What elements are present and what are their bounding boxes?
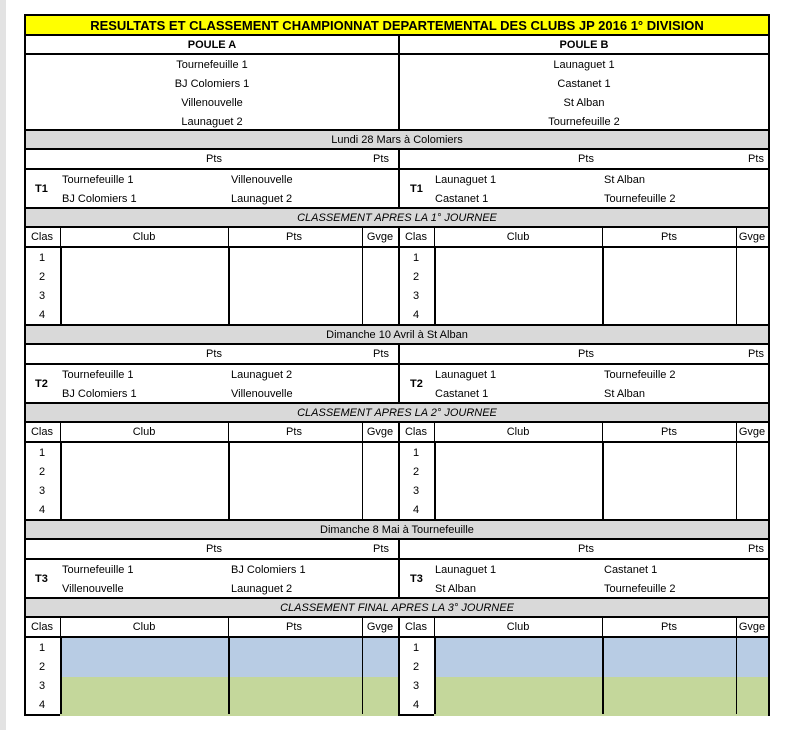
column-header-pts: Pts (286, 621, 302, 633)
column-header-clas: Clas (404, 621, 427, 633)
match-team: Tournefeuille 1 (62, 173, 134, 186)
match-team: Tournefeuille 1 (62, 563, 134, 576)
round-date-row (24, 521, 770, 540)
pts-label: Pts (748, 543, 764, 555)
match-team: Villenouvelle (62, 582, 124, 595)
sheet-title: RESULTATS ET CLASSEMENT CHAMPIONNAT DEPARTEMENTAL DES CLUBS JP 2016 1° DIVISION (90, 17, 704, 33)
rank-number: 2 (38, 270, 46, 283)
standings-header-row (24, 423, 770, 443)
round-date: Dimanche 10 Avril à St Alban (326, 328, 468, 341)
column-divider (434, 638, 436, 714)
pts-label: Pts (373, 543, 389, 555)
column-divider (736, 638, 737, 714)
column-divider (228, 423, 229, 441)
pts-label: Pts (578, 348, 594, 360)
standings-title: CLASSEMENT FINAL APRES LA 3° JOURNEE (280, 601, 514, 614)
column-divider (736, 228, 737, 246)
rank-number: 3 (38, 289, 46, 302)
column-divider (434, 248, 436, 324)
rank-number: 3 (412, 679, 420, 692)
column-divider (602, 443, 604, 519)
column-header-club: Club (506, 621, 530, 633)
standings-title: CLASSEMENT APRES LA 1° JOURNEE (297, 211, 497, 224)
match-team: Launaguet 1 (435, 563, 497, 576)
column-divider (398, 540, 400, 558)
pts-label: Pts (206, 543, 222, 555)
column-header-club: Club (132, 426, 156, 438)
column-divider (736, 443, 737, 519)
match-team: Tournefeuille 2 (604, 582, 676, 595)
standings-body (24, 443, 770, 521)
rank-number: 3 (38, 679, 46, 692)
column-divider (228, 618, 229, 636)
column-divider (362, 443, 363, 519)
match-team: Launaguet 2 (231, 368, 293, 381)
match-team: Villenouvelle (231, 387, 293, 400)
standings-title-row (24, 599, 770, 618)
match-team: St Alban (435, 582, 476, 595)
column-divider (362, 618, 363, 636)
match-team: BJ Colomiers 1 (62, 192, 137, 205)
round-label-a: T2 (35, 377, 48, 390)
results-sheet (24, 14, 770, 716)
column-divider (362, 423, 363, 441)
column-header-gvge: Gvge (366, 621, 394, 633)
column-header-clas: Clas (404, 426, 427, 438)
column-divider (398, 365, 400, 402)
standings-title: CLASSEMENT APRES LA 2° JOURNEE (297, 406, 497, 419)
column-divider (60, 248, 62, 324)
standings-header-row (24, 618, 770, 638)
match-block (24, 560, 770, 599)
column-header-gvge: Gvge (366, 426, 394, 438)
column-divider (398, 345, 400, 363)
round-label-b: T3 (410, 572, 423, 585)
round-date: Dimanche 8 Mai à Tournefeuille (320, 523, 474, 536)
match-team: BJ Colomiers 1 (231, 563, 306, 576)
rank-number: 4 (38, 308, 46, 321)
pts-label: Pts (748, 153, 764, 165)
match-team: Tournefeuille 2 (604, 368, 676, 381)
poule-b-team: St Alban (563, 96, 605, 109)
rank-number: 3 (412, 484, 420, 497)
column-divider (398, 228, 400, 246)
qualified-highlight (434, 638, 768, 677)
column-header-gvge: Gvge (738, 231, 766, 243)
column-divider (60, 618, 61, 636)
column-header-gvge: Gvge (738, 426, 766, 438)
column-divider (602, 423, 603, 441)
green-highlight (434, 677, 768, 716)
column-divider (602, 618, 603, 636)
standings-title-row (24, 209, 770, 228)
rank-number: 4 (412, 503, 420, 516)
column-header-pts: Pts (286, 426, 302, 438)
match-team: Villenouvelle (231, 173, 293, 186)
rank-number: 3 (38, 484, 46, 497)
rank-number: 2 (38, 465, 46, 478)
column-divider (362, 248, 363, 324)
column-divider (362, 638, 363, 714)
column-divider (736, 618, 737, 636)
column-divider (228, 248, 230, 324)
match-team: Tournefeuille 2 (604, 192, 676, 205)
pts-label: Pts (373, 153, 389, 165)
column-divider (434, 423, 435, 441)
poule-b-team: Launaguet 1 (553, 58, 615, 71)
column-header-pts: Pts (661, 426, 677, 438)
column-divider (228, 638, 230, 714)
match-block (24, 365, 770, 404)
column-divider (60, 638, 62, 714)
points-header-row (24, 150, 770, 170)
column-header-clas: Clas (404, 231, 427, 243)
rank-number: 1 (412, 446, 420, 459)
poule-a-team: Tournefeuille 1 (176, 58, 248, 71)
match-team: Castanet 1 (435, 387, 489, 400)
round-label-a: T1 (35, 182, 48, 195)
poule-b-team: Tournefeuille 2 (548, 115, 620, 128)
pts-label: Pts (578, 153, 594, 165)
sheet-title-row (24, 14, 770, 36)
column-divider (434, 443, 436, 519)
column-header-pts: Pts (661, 621, 677, 633)
rank-number: 1 (38, 641, 46, 654)
column-header-club: Club (506, 426, 530, 438)
column-divider (602, 228, 603, 246)
column-header-pts: Pts (286, 231, 302, 243)
window-edge (0, 0, 6, 730)
column-divider (736, 248, 737, 324)
rank-number: 1 (412, 251, 420, 264)
round-date-row (24, 326, 770, 345)
points-header-row (24, 345, 770, 365)
match-team: Castanet 1 (604, 563, 658, 576)
pts-label: Pts (748, 348, 764, 360)
poule-header-row (24, 36, 770, 55)
match-team: Launaguet 1 (435, 173, 497, 186)
rank-number: 2 (412, 270, 420, 283)
round-date-row (24, 131, 770, 150)
column-divider (434, 228, 435, 246)
column-header-gvge: Gvge (738, 621, 766, 633)
poule-a-header: POULE A (187, 38, 237, 51)
round-label-b: T2 (410, 377, 423, 390)
pts-label: Pts (206, 348, 222, 360)
column-header-club: Club (132, 231, 156, 243)
column-divider (602, 248, 604, 324)
rank-number: 1 (38, 446, 46, 459)
column-divider (228, 443, 230, 519)
column-header-club: Club (132, 621, 156, 633)
rank-number: 1 (38, 251, 46, 264)
match-team: St Alban (604, 173, 645, 186)
pts-label: Pts (373, 348, 389, 360)
pts-label: Pts (206, 153, 222, 165)
rank-number: 2 (412, 660, 420, 673)
poule-a-team: Villenouvelle (181, 96, 243, 109)
column-divider (60, 443, 62, 519)
standings-header-row (24, 228, 770, 248)
rank-number: 2 (38, 660, 46, 673)
poule-a-team: BJ Colomiers 1 (174, 77, 250, 90)
match-team: Launaguet 2 (231, 192, 293, 205)
column-divider (602, 638, 604, 714)
teams-block (24, 55, 770, 131)
standings-title-row (24, 404, 770, 423)
poule-b-team: Castanet 1 (557, 77, 611, 90)
column-divider (434, 618, 435, 636)
standings-body (24, 638, 770, 716)
column-divider (398, 150, 400, 168)
rank-number: 4 (412, 698, 420, 711)
column-divider (60, 423, 61, 441)
match-team: Launaguet 2 (231, 582, 293, 595)
rank-number: 1 (412, 641, 420, 654)
round-label-b: T1 (410, 182, 423, 195)
column-divider (736, 423, 737, 441)
rank-number: 4 (412, 308, 420, 321)
column-divider (398, 423, 400, 441)
round-label-a: T3 (35, 572, 48, 585)
column-header-clas: Clas (30, 621, 53, 633)
match-team: Castanet 1 (435, 192, 489, 205)
round-date: Lundi 28 Mars à Colomiers (331, 133, 463, 146)
column-divider (362, 228, 363, 246)
standings-body (24, 248, 770, 326)
column-divider (228, 228, 229, 246)
poule-b-header: POULE B (559, 38, 609, 51)
match-team: St Alban (604, 387, 645, 400)
match-team: Launaguet 1 (435, 368, 497, 381)
match-team: BJ Colomiers 1 (62, 387, 137, 400)
column-header-clas: Clas (30, 426, 53, 438)
column-header-club: Club (506, 231, 530, 243)
column-header-gvge: Gvge (366, 231, 394, 243)
column-header-clas: Clas (30, 231, 53, 243)
rank-number: 2 (412, 465, 420, 478)
column-divider (60, 228, 61, 246)
pts-label: Pts (578, 543, 594, 555)
poule-a-team: Launaguet 2 (181, 115, 243, 128)
rank-number: 3 (412, 289, 420, 302)
points-header-row (24, 540, 770, 560)
rank-number: 4 (38, 503, 46, 516)
match-block (24, 170, 770, 209)
column-divider (398, 560, 400, 597)
column-divider (398, 618, 400, 636)
match-team: Tournefeuille 1 (62, 368, 134, 381)
rank-number: 4 (38, 698, 46, 711)
column-header-pts: Pts (661, 231, 677, 243)
column-divider (398, 170, 400, 207)
